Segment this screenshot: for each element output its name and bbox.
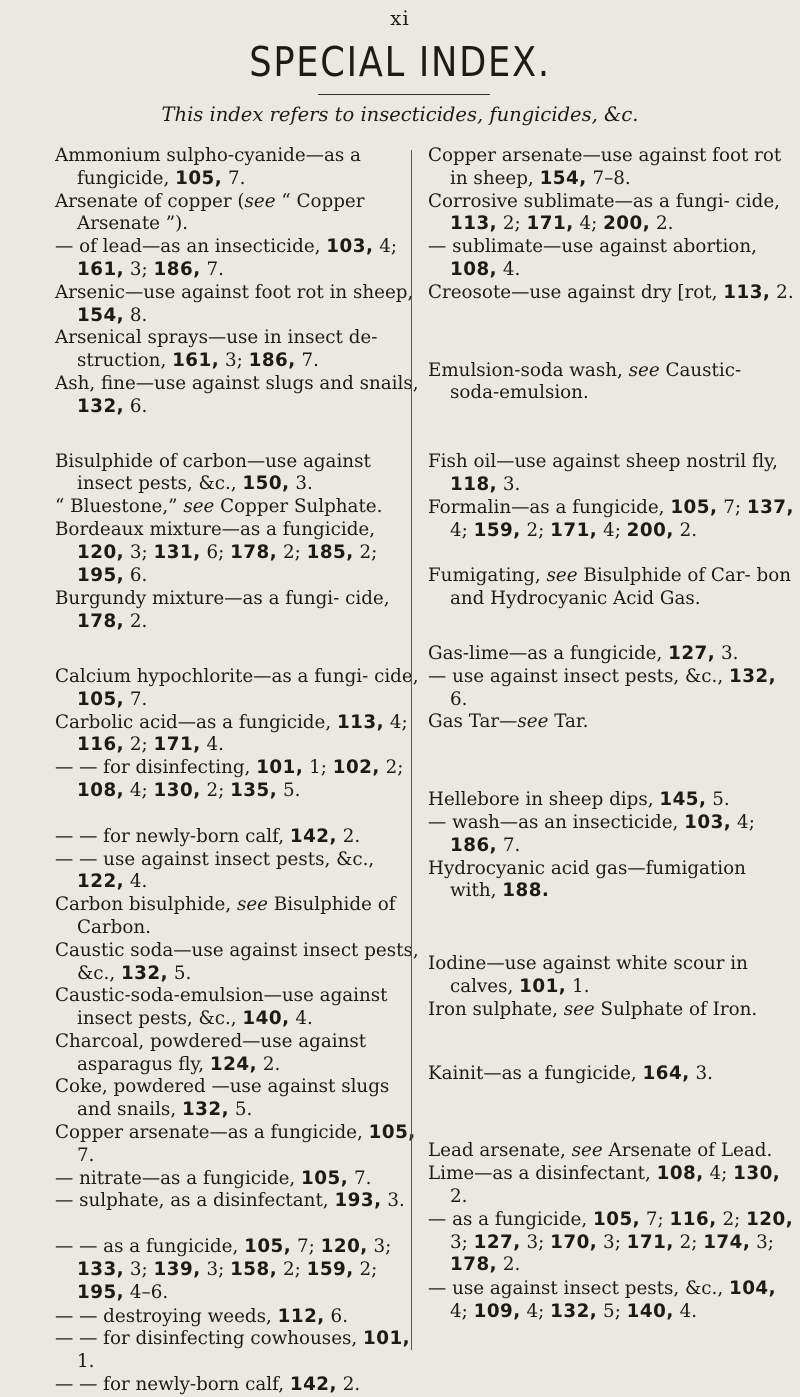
entry-text: 7;	[717, 496, 747, 518]
entry-text: — — for disinfecting cowhouses,	[55, 1328, 364, 1350]
page-reference: 105,	[670, 496, 718, 518]
entry-text: 3.	[381, 1190, 405, 1212]
page-reference: 131,	[153, 541, 201, 563]
entry-text: Iodine—use against white scour in calves,	[428, 953, 748, 997]
page-reference: 139,	[153, 1259, 201, 1281]
index-entry	[55, 985, 423, 1031]
entry-text: 4.	[497, 258, 521, 280]
entry-text: 4;	[450, 519, 474, 541]
page-reference: 120,	[746, 1208, 794, 1230]
page-reference: 200,	[626, 519, 674, 541]
entry-text: 2.	[124, 611, 148, 633]
index-entry	[428, 858, 796, 904]
page-reference: 108,	[77, 779, 125, 801]
entry-text: 3.	[689, 1062, 713, 1084]
page-reference: 171,	[526, 213, 574, 235]
page-reference: 122,	[77, 871, 125, 893]
page-reference: 195,	[77, 564, 125, 586]
entry-text: Caustic-soda-emulsion—use against insect pests, &c.,	[55, 985, 388, 1030]
page-reference: 104,	[728, 1278, 777, 1300]
page-reference: 127,	[668, 642, 716, 664]
entry-text: 2;	[200, 779, 231, 801]
index-entry	[428, 953, 796, 999]
cross-reference-see: see	[183, 496, 215, 518]
page-reference: 113,	[450, 213, 498, 235]
entry-text: Hellebore in sheep dips,	[428, 789, 660, 811]
page-reference: 101,	[519, 975, 567, 997]
page-reference: 178,	[230, 541, 278, 563]
page-reference: 105,	[301, 1167, 349, 1189]
entry-text: 2.	[257, 1053, 281, 1075]
page-reference: 118,	[450, 473, 498, 495]
index-entry	[55, 1328, 423, 1374]
index-entry	[55, 666, 423, 712]
entry-text: 3;	[520, 1231, 551, 1253]
page-number: xi	[390, 6, 410, 30]
index-entry	[55, 849, 423, 895]
entry-text: 2;	[124, 734, 154, 756]
index-entry	[55, 1190, 423, 1213]
entry-text: 7.	[200, 258, 224, 280]
entry-text: 2.	[770, 281, 794, 303]
entry-text: Carbon bisulphide,	[55, 894, 237, 916]
entry-text: Copper arsenate—use against foot rot in sheep,	[428, 145, 782, 189]
index-entry	[55, 236, 423, 282]
entry-text: “ Bluestone,”	[55, 496, 184, 518]
page-reference: 130,	[733, 1163, 781, 1185]
page-reference: 132,	[728, 665, 777, 687]
page-reference: 101,	[363, 1328, 411, 1350]
cross-reference-see: see	[244, 190, 276, 212]
entry-text: 7;	[291, 1236, 321, 1258]
entry-text: 6;	[200, 541, 231, 563]
entry-text: 6.	[124, 564, 148, 586]
entry-text: — as a fungicide,	[428, 1208, 593, 1230]
index-entry	[55, 1076, 423, 1122]
entry-text: 2;	[277, 541, 307, 563]
entry-text: 4.	[673, 1300, 698, 1322]
entry-text: 4;	[384, 711, 408, 733]
entry-text: 5.	[706, 789, 730, 811]
page-subtitle: This index refers to insecticides, fungicides, &c.	[161, 103, 639, 126]
entry-text: 7.	[497, 834, 521, 856]
entry-text: 1.	[566, 975, 590, 997]
page-reference: 140,	[242, 1008, 290, 1030]
entry-text: Arsenical sprays—use in insect de- struction,	[55, 327, 378, 372]
page-reference: 105,	[175, 167, 223, 189]
entry-text: 3;	[124, 541, 154, 563]
page-reference: 132,	[550, 1300, 598, 1322]
entry-text: 2.	[673, 519, 698, 541]
entry-text: 7–8.	[586, 167, 631, 189]
entry-text: “ Copper Arsenate ”).	[77, 190, 365, 235]
right-index-column	[428, 145, 796, 1324]
left-index-column	[55, 145, 423, 1397]
entry-text: Fumigating,	[428, 565, 547, 587]
entry-text: Burgundy mixture—as a fungi- cide,	[55, 588, 390, 610]
page-reference: 105,	[368, 1122, 416, 1144]
page-reference: 109,	[473, 1300, 521, 1322]
index-entry	[428, 999, 796, 1022]
entry-text: 5.	[229, 1099, 253, 1121]
entry-text: 2.	[336, 825, 361, 847]
index-entry	[428, 812, 796, 858]
page-reference: 185,	[306, 541, 354, 563]
index-entry	[428, 1140, 796, 1163]
entry-text: 1.	[77, 1351, 95, 1373]
index-entry	[55, 282, 423, 328]
page-reference: 113,	[723, 281, 771, 303]
page-reference: 161,	[172, 350, 220, 372]
page-reference: 102,	[332, 757, 380, 779]
entry-text: Coke, powdered —use against slugs and snails,	[55, 1076, 390, 1121]
entry-text: Arsenic—use against foot rot in sheep,	[55, 281, 414, 303]
cross-reference-see: see	[628, 359, 660, 381]
entry-text: Calcium hypochlorite—as a fungi- cide,	[55, 665, 419, 687]
entry-text: 2;	[379, 757, 404, 779]
entry-text: Lime—as a disinfectant,	[428, 1163, 657, 1185]
page-reference: 171,	[626, 1231, 674, 1253]
entry-text: — — for newly-born calf,	[55, 1374, 290, 1396]
entry-text: 2;	[673, 1231, 704, 1253]
entry-text: Copper arsenate—as a fungicide,	[55, 1122, 369, 1144]
index-entry	[55, 1306, 423, 1329]
index-entry	[428, 1163, 796, 1209]
entry-text: Caustic- soda-emulsion.	[450, 359, 742, 404]
page-reference: 171,	[550, 519, 598, 541]
page-reference: 113,	[336, 711, 385, 733]
cross-reference-see: see	[571, 1140, 603, 1162]
page-reference: 101,	[256, 757, 304, 779]
entry-text: Lead arsenate,	[428, 1140, 572, 1162]
entry-text: 7.	[222, 167, 246, 189]
entry-text: 2.	[650, 213, 674, 235]
entry-text: 3;	[124, 258, 154, 280]
entry-text: Gas Tar—	[428, 711, 518, 733]
page-reference: 105,	[593, 1208, 641, 1230]
index-entry	[428, 1278, 796, 1324]
page-reference: 116,	[669, 1208, 717, 1230]
index-entry	[55, 519, 423, 587]
entry-text: Corrosive sublimate—as a fungi- cide,	[428, 190, 780, 212]
index-entry	[55, 1236, 423, 1304]
entry-text: 8.	[124, 304, 148, 326]
page-reference: 170,	[550, 1231, 598, 1253]
entry-text: 4;	[124, 779, 154, 801]
entry-text: — — use against insect pests, &c.,	[55, 848, 375, 870]
index-entry	[428, 191, 796, 237]
entry-text: 3;	[200, 1259, 231, 1281]
entry-text: Tar.	[548, 711, 589, 733]
entry-text: — — for newly-born calf,	[55, 825, 290, 847]
entry-text: 4;	[573, 213, 604, 235]
entry-text: — nitrate—as a fungicide,	[55, 1167, 302, 1189]
page-reference: 116,	[77, 734, 125, 756]
page-reference: 159,	[473, 519, 521, 541]
entry-text: Bisulphide of carbon—use against insect pests, &c.,	[55, 450, 371, 495]
entry-text: Fish oil—use against sheep nostril fly,	[428, 451, 778, 473]
page-reference: 150,	[242, 473, 290, 495]
index-entry	[428, 643, 796, 666]
entry-text: 2.	[450, 1185, 468, 1207]
index-entry	[428, 145, 796, 191]
page-reference: 164,	[642, 1062, 690, 1084]
entry-text: 2;	[497, 213, 527, 235]
entry-text: 1;	[303, 757, 333, 779]
page-reference: 186,	[153, 258, 201, 280]
page-reference: 108,	[656, 1163, 704, 1185]
entry-text: Hydrocyanic acid gas—fumigation with,	[428, 857, 746, 902]
entry-text: 2;	[353, 541, 378, 563]
page-reference: 130,	[153, 779, 201, 801]
entry-text: 5.	[277, 779, 301, 801]
page-reference: 186,	[450, 834, 498, 856]
entry-text: Iron sulphate,	[428, 998, 564, 1020]
title-rule	[318, 94, 490, 95]
index-entry	[55, 496, 423, 519]
page-reference: 154,	[539, 167, 587, 189]
entry-text: 4;	[731, 811, 755, 833]
page-reference: 103,	[684, 811, 732, 833]
entry-text: 4.	[200, 734, 224, 756]
entry-text: 4.	[124, 871, 148, 893]
page-reference: 105,	[244, 1236, 292, 1258]
entry-text: 2;	[277, 1259, 307, 1281]
entry-text: — use against insect pests, &c.,	[428, 1278, 729, 1300]
page-reference: 161,	[77, 258, 125, 280]
index-entry	[428, 565, 796, 611]
entry-text: 3;	[450, 1231, 474, 1253]
page-reference: 133,	[77, 1259, 125, 1281]
entry-text: 4;	[597, 519, 627, 541]
entry-text: — sulphate, as a disinfectant,	[55, 1190, 335, 1212]
index-entry	[428, 282, 796, 305]
index-entry	[55, 588, 423, 634]
index-entry	[55, 712, 423, 758]
entry-text: 2;	[353, 1259, 378, 1281]
index-entry	[55, 451, 423, 497]
page-reference: 174,	[703, 1231, 751, 1253]
entry-text: 2.	[497, 1254, 521, 1276]
entry-text: 5.	[168, 962, 192, 984]
entry-text: 2;	[520, 519, 551, 541]
index-entry	[428, 1209, 796, 1277]
index-entry	[428, 360, 796, 406]
index-entry	[428, 451, 796, 497]
entry-text: 4;	[450, 1300, 474, 1322]
entry-text: 7.	[124, 688, 148, 710]
page-title: SPECIAL INDEX.	[249, 38, 551, 86]
page-reference: 142,	[289, 1374, 337, 1396]
entry-text: Copper Sulphate.	[214, 496, 383, 518]
page-reference: 159,	[306, 1259, 354, 1281]
page-reference: 103,	[326, 236, 374, 258]
page-reference: 124,	[209, 1053, 258, 1075]
page-reference: 112,	[277, 1305, 325, 1327]
cross-reference-see: see	[236, 894, 268, 916]
page-reference: 132,	[181, 1099, 230, 1121]
entry-text: Formalin—as a fungicide,	[428, 496, 671, 518]
cross-reference-see: see	[563, 998, 595, 1020]
index-entry	[55, 327, 423, 373]
index-entry	[428, 711, 796, 734]
page-reference: 188.	[502, 880, 550, 902]
entry-text: — sublimate—use against abortion,	[428, 236, 757, 258]
page-reference: 142,	[289, 825, 337, 847]
entry-text: Charcoal, powdered—use against asparagus fly,	[55, 1030, 367, 1075]
page-reference: 120,	[320, 1236, 368, 1258]
page-reference: 132,	[120, 962, 169, 984]
index-entry	[55, 1031, 423, 1077]
entry-text: 4.	[289, 1008, 313, 1030]
entry-text: Ash, fine—use against slugs and snails,	[55, 372, 419, 394]
index-entry	[428, 236, 796, 282]
entry-text: Carbolic acid—as a fungicide,	[55, 711, 337, 733]
entry-text: 4;	[373, 236, 398, 258]
entry-text: 3.	[289, 473, 313, 495]
page-reference: 171,	[153, 734, 201, 756]
index-entry	[55, 145, 423, 191]
entry-text: — — for disinfecting,	[55, 757, 257, 779]
page-reference: 140,	[626, 1300, 674, 1322]
index-entry	[55, 826, 423, 849]
entry-text: 4;	[520, 1300, 551, 1322]
entry-text: 7.	[77, 1144, 95, 1166]
entry-text: — use against insect pests, &c.,	[428, 665, 729, 687]
entry-text: 6.	[450, 688, 468, 710]
entry-text: Kainit—as a fungicide,	[428, 1062, 643, 1084]
entry-text: 3.	[497, 473, 521, 495]
page-reference: 195,	[77, 1281, 125, 1303]
entry-text: 5;	[597, 1300, 627, 1322]
entry-text: 2;	[716, 1208, 747, 1230]
index-entry	[55, 1168, 423, 1191]
page-reference: 178,	[77, 611, 125, 633]
entry-text: Creosote—use against dry [rot,	[428, 281, 724, 303]
entry-text: Gas-lime—as a fungicide,	[428, 642, 669, 664]
entry-text: 4–6.	[124, 1281, 169, 1303]
index-entry	[55, 373, 423, 419]
entry-text: 7.	[295, 350, 319, 372]
index-entry	[428, 666, 796, 712]
index-entry	[428, 789, 796, 812]
cross-reference-see: see	[517, 711, 549, 733]
page-reference: 105,	[77, 688, 125, 710]
entry-text: 3.	[715, 642, 739, 664]
entry-text: Ammonium sulpho-cyanide—as a fungicide,	[55, 145, 361, 189]
entry-text: Bisulphide of Car- bon and Hydrocyanic Acid Gas.	[450, 565, 792, 610]
entry-text: 7;	[640, 1208, 670, 1230]
page-reference: 158,	[230, 1259, 278, 1281]
column-divider	[411, 150, 412, 1350]
entry-text: Arsenate of Lead.	[602, 1140, 773, 1162]
index-entry	[428, 497, 796, 543]
entry-text: — of lead—as an insecticide,	[55, 236, 327, 258]
index-entry	[428, 1063, 796, 1086]
entry-text: 6.	[324, 1305, 349, 1327]
entry-text: 3;	[124, 1259, 154, 1281]
page-reference: 154,	[77, 304, 125, 326]
index-entry	[55, 894, 423, 940]
entry-text: 3;	[750, 1231, 774, 1253]
index-entry	[55, 1122, 423, 1168]
page-reference: 135,	[230, 779, 278, 801]
cross-reference-see: see	[546, 565, 578, 587]
index-entry	[55, 191, 423, 237]
index-entry	[55, 1374, 423, 1397]
entry-text: 4;	[703, 1163, 734, 1185]
entry-text: Sulphate of Iron.	[594, 998, 758, 1020]
entry-text: 6.	[124, 395, 148, 417]
page-reference: 193,	[334, 1190, 382, 1212]
page-reference: 145,	[659, 789, 707, 811]
entry-text: Emulsion-soda wash,	[428, 359, 629, 381]
entry-text: 3;	[219, 350, 249, 372]
page-reference: 186,	[248, 350, 296, 372]
index-entry	[55, 757, 423, 803]
page-reference: 127,	[473, 1231, 521, 1253]
entry-text: 2.	[336, 1374, 361, 1396]
entry-text: Arsenate of copper (	[55, 190, 245, 212]
entry-text: 7.	[348, 1167, 372, 1189]
entry-text: Bisulphide of Carbon.	[77, 894, 396, 938]
entry-text: — wash—as an insecticide,	[428, 811, 685, 833]
page-reference: 132,	[77, 395, 125, 417]
page-reference: 108,	[450, 258, 498, 280]
entry-text: Bordeaux mixture—as a fungicide,	[55, 518, 376, 540]
index-entry	[55, 940, 423, 986]
page-reference: 200,	[603, 213, 651, 235]
entry-text: 3;	[597, 1231, 627, 1253]
page-reference: 178,	[450, 1254, 498, 1276]
page-reference: 120,	[77, 541, 125, 563]
entry-text: — — destroying weeds,	[55, 1305, 278, 1327]
entry-text: — — as a fungicide,	[55, 1236, 245, 1258]
entry-text: 3;	[367, 1236, 392, 1258]
page-reference: 137,	[746, 496, 794, 518]
entry-text: Caustic soda—use against insect pests, &c.,	[55, 939, 419, 984]
